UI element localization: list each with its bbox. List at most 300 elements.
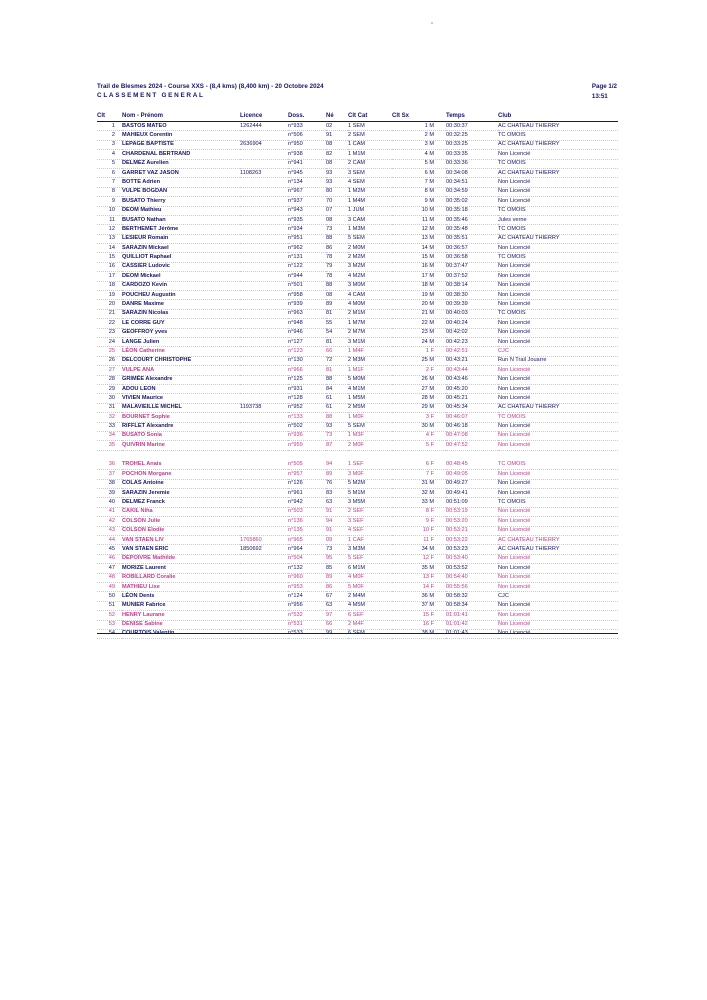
- row-gender-rank: 5 M: [392, 159, 446, 168]
- row-licence: [240, 441, 288, 450]
- row-rank: 19: [97, 291, 122, 300]
- column-header-club: Club: [498, 113, 618, 122]
- table-row: [97, 337, 618, 346]
- table-row: [97, 234, 618, 243]
- row-birthyear: 79: [326, 262, 348, 271]
- row-gender-rank: 27 M: [392, 384, 446, 393]
- row-gender-rank: 23 M: [392, 328, 446, 337]
- table-row: [97, 554, 618, 563]
- row-time: 00:47:08: [446, 431, 498, 440]
- print-time: 13:51: [591, 93, 608, 100]
- column-header-clt-cat: Clt Cat: [348, 113, 392, 122]
- row-gender-rank: 11 M: [392, 215, 446, 224]
- table-row: [97, 629, 618, 638]
- row-gender-rank: 6 F: [392, 461, 446, 470]
- table-row: [97, 601, 618, 610]
- row-rank: 37: [97, 470, 122, 479]
- row-gender-rank: 21 M: [392, 309, 446, 318]
- row-gender-rank: 15 M: [392, 253, 446, 262]
- row-gender-rank: 16 F: [392, 620, 446, 629]
- row-bib: n°943: [288, 206, 326, 215]
- row-rank: 6: [97, 168, 122, 177]
- row-name: TROHEL Anais: [122, 461, 240, 470]
- row-birthyear: 81: [326, 337, 348, 346]
- row-category-rank: 2 M4M: [348, 592, 392, 601]
- row-name: CAKIL Niha: [122, 507, 240, 516]
- row-name: SARAZIN Nicolas: [122, 309, 240, 318]
- row-gender-rank: 13 M: [392, 234, 446, 243]
- row-club: Non Licencié: [498, 431, 618, 440]
- row-time: 00:48:45: [446, 461, 498, 470]
- results-table: [97, 113, 618, 639]
- row-rank: 36: [97, 461, 122, 470]
- row-rank: 3: [97, 140, 122, 149]
- row-rank: 42: [97, 517, 122, 526]
- row-birthyear: 94: [326, 517, 348, 526]
- row-birthyear: 63: [326, 601, 348, 610]
- table-row: [97, 347, 618, 356]
- row-rank: 23: [97, 328, 122, 337]
- row-birthyear: 95: [326, 554, 348, 563]
- row-name: CASSIER Ludovic: [122, 262, 240, 271]
- results-body: [97, 122, 618, 639]
- row-birthyear: 99: [326, 629, 348, 638]
- row-time: 00:38:30: [446, 291, 498, 300]
- row-name: COURTOIS Valentin: [122, 629, 240, 638]
- row-name: VULPE ANA: [122, 366, 240, 375]
- row-bib: n°948: [288, 319, 326, 328]
- row-category-rank: 3 M1M: [348, 337, 392, 346]
- row-rank: 1: [97, 122, 122, 131]
- row-rank: 14: [97, 244, 122, 253]
- row-gender-rank: 18 M: [392, 281, 446, 290]
- row-bib: n°131: [288, 253, 326, 262]
- table-row: [97, 281, 618, 290]
- row-club: Non Licencié: [498, 384, 618, 393]
- row-category-rank: 2 M0F: [348, 441, 392, 450]
- row-licence: [240, 244, 288, 253]
- row-birthyear: 86: [326, 582, 348, 591]
- row-licence: [240, 507, 288, 516]
- row-licence: [240, 498, 288, 507]
- document-header: [97, 82, 617, 102]
- row-rank: 27: [97, 366, 122, 375]
- row-time: 00:34:59: [446, 187, 498, 196]
- row-club: TC OMOIS: [498, 225, 618, 234]
- row-name: CHARDENAL BERTRAND: [122, 150, 240, 159]
- row-club: Non Licencié: [498, 470, 618, 479]
- row-rank: 30: [97, 394, 122, 403]
- row-rank: 35: [97, 441, 122, 450]
- column-header-licence: Licence: [240, 113, 288, 122]
- row-name: ADOU LEON: [122, 384, 240, 393]
- row-club: Non Licencié: [498, 291, 618, 300]
- row-licence: 1108263: [240, 168, 288, 177]
- row-birthyear: 67: [326, 592, 348, 601]
- row-licence: [240, 554, 288, 563]
- row-gender-rank: 8 M: [392, 187, 446, 196]
- row-name: BOTTE Adrien: [122, 178, 240, 187]
- row-time: 00:43:46: [446, 375, 498, 384]
- row-gender-rank: 33 M: [392, 498, 446, 507]
- row-licence: [240, 592, 288, 601]
- row-bib: n°956: [288, 601, 326, 610]
- row-category-rank: 5 M1M: [348, 489, 392, 498]
- row-club: TC OMOIS: [498, 159, 618, 168]
- row-gender-rank: 4 F: [392, 431, 446, 440]
- row-club: Non Licencié: [498, 150, 618, 159]
- row-licence: [240, 573, 288, 582]
- row-rank: 54: [97, 629, 122, 638]
- row-birthyear: 93: [326, 178, 348, 187]
- row-time: 00:35:02: [446, 197, 498, 206]
- row-gender-rank: 7 F: [392, 470, 446, 479]
- row-rank: 5: [97, 159, 122, 168]
- row-club: Non Licencié: [498, 526, 618, 535]
- page-mark: [431, 22, 433, 24]
- row-gender-rank: 8 F: [392, 507, 446, 516]
- row-name: LE CORRE GUY: [122, 319, 240, 328]
- row-bib: n°125: [288, 375, 326, 384]
- row-time: 00:33:35: [446, 150, 498, 159]
- row-category-rank: 2 M2M: [348, 253, 392, 262]
- row-licence: 2636904: [240, 140, 288, 149]
- row-birthyear: 73: [326, 431, 348, 440]
- row-licence: [240, 601, 288, 610]
- row-time: 01:01:42: [446, 620, 498, 629]
- row-birthyear: 08: [326, 291, 348, 300]
- row-time: 00:42:02: [446, 328, 498, 337]
- row-gender-rank: 4 M: [392, 150, 446, 159]
- row-bib: n°134: [288, 178, 326, 187]
- row-bib: n°504: [288, 554, 326, 563]
- row-category-rank: 2 SEM: [348, 131, 392, 140]
- row-licence: [240, 479, 288, 488]
- table-row: [97, 461, 618, 470]
- row-rank: 53: [97, 620, 122, 629]
- row-time: 00:35:48: [446, 225, 498, 234]
- row-name: POCHON Morgane: [122, 470, 240, 479]
- row-time: 00:49:27: [446, 479, 498, 488]
- row-name: HENRY Laurane: [122, 611, 240, 620]
- row-time: 00:42:23: [446, 337, 498, 346]
- column-header-clt: Clt: [97, 113, 122, 122]
- row-bib: n°964: [288, 545, 326, 554]
- row-rank: 7: [97, 178, 122, 187]
- row-name: LÉON Denis: [122, 592, 240, 601]
- row-licence: [240, 291, 288, 300]
- row-licence: [240, 328, 288, 337]
- row-bib: n°531: [288, 620, 326, 629]
- row-gender-rank: 38 M: [392, 629, 446, 638]
- row-category-rank: 4 M0F: [348, 573, 392, 582]
- row-gender-rank: 3 F: [392, 413, 446, 422]
- row-time: 00:58:32: [446, 592, 498, 601]
- row-licence: [240, 187, 288, 196]
- row-gender-rank: 14 M: [392, 244, 446, 253]
- row-birthyear: 86: [326, 244, 348, 253]
- row-bib: n°951: [288, 234, 326, 243]
- row-time: 00:46:18: [446, 422, 498, 431]
- row-rank: 51: [97, 601, 122, 610]
- row-time: 00:35:51: [446, 234, 498, 243]
- row-bib: n°124: [288, 592, 326, 601]
- row-licence: [240, 197, 288, 206]
- row-category-rank: 2 M3M: [348, 356, 392, 365]
- event-title: Trail de Blesmes 2024 - Course XXS - (8,4 kms) (8,400 km) - 20 Octobre 2024: [97, 83, 324, 90]
- row-birthyear: 85: [326, 564, 348, 573]
- row-category-rank: 2 M1M: [348, 309, 392, 318]
- row-time: 00:53:40: [446, 554, 498, 563]
- column-header-doss: Doss.: [288, 113, 326, 122]
- row-name: GEOFFROY yves: [122, 328, 240, 337]
- row-licence: [240, 347, 288, 356]
- row-gender-rank: 12 F: [392, 554, 446, 563]
- row-rank: 49: [97, 582, 122, 591]
- row-birthyear: 87: [326, 441, 348, 450]
- row-licence: [240, 526, 288, 535]
- row-gender-rank: 10 M: [392, 206, 446, 215]
- row-name: BUSATO Thierry: [122, 197, 240, 206]
- row-bib: n°958: [288, 291, 326, 300]
- row-club: Non Licencié: [498, 441, 618, 450]
- table-row: [97, 564, 618, 573]
- row-category-rank: 5 M2M: [348, 479, 392, 488]
- row-time: 00:53:23: [446, 545, 498, 554]
- row-licence: [240, 470, 288, 479]
- row-licence: [240, 262, 288, 271]
- row-name: LANGE Julien: [122, 337, 240, 346]
- row-birthyear: 08: [326, 140, 348, 149]
- row-licence: [240, 620, 288, 629]
- table-row: [97, 319, 618, 328]
- table-row: [97, 272, 618, 281]
- row-rank: 26: [97, 356, 122, 365]
- table-row: [97, 178, 618, 187]
- row-time: 00:36:58: [446, 253, 498, 262]
- table-row: [97, 187, 618, 196]
- row-club: Non Licencié: [498, 319, 618, 328]
- row-birthyear: 70: [326, 197, 348, 206]
- row-rank: 9: [97, 197, 122, 206]
- row-category-rank: 2 SEF: [348, 507, 392, 516]
- table-row: [97, 328, 618, 337]
- row-category-rank: 5 M0M: [348, 375, 392, 384]
- row-birthyear: 73: [326, 545, 348, 554]
- row-licence: [240, 206, 288, 215]
- row-licence: [240, 582, 288, 591]
- row-bib: n°128: [288, 394, 326, 403]
- row-rank: 33: [97, 422, 122, 431]
- row-time: 00:33:25: [446, 140, 498, 149]
- row-name: ROBILLARD Coralie: [122, 573, 240, 582]
- row-club: TC OMOIS: [498, 498, 618, 507]
- row-bib: n°937: [288, 197, 326, 206]
- row-rank: 4: [97, 150, 122, 159]
- row-rank: 24: [97, 337, 122, 346]
- row-licence: [240, 319, 288, 328]
- row-gender-rank: 5 F: [392, 441, 446, 450]
- column-header-temps: Temps: [446, 113, 498, 122]
- row-rank: 15: [97, 253, 122, 262]
- row-birthyear: 72: [326, 356, 348, 365]
- row-gender-rank: 6 M: [392, 168, 446, 177]
- row-category-rank: 1 M7M: [348, 319, 392, 328]
- row-name: SARAZIN Mickael: [122, 244, 240, 253]
- table-row: [97, 150, 618, 159]
- row-name: MALAVIEILLE MICHEL: [122, 403, 240, 412]
- table-row: [97, 526, 618, 535]
- row-gender-rank: 31 M: [392, 479, 446, 488]
- row-gender-rank: 1 F: [392, 347, 446, 356]
- row-category-rank: 5 M0F: [348, 582, 392, 591]
- table-row: [97, 225, 618, 234]
- row-rank: 45: [97, 545, 122, 554]
- page-number: Page 1/2: [591, 83, 617, 90]
- row-rank: 47: [97, 564, 122, 573]
- row-gender-rank: 9 F: [392, 517, 446, 526]
- row-birthyear: 88: [326, 234, 348, 243]
- row-bib: n°944: [288, 272, 326, 281]
- row-time: 00:40:24: [446, 319, 498, 328]
- row-licence: [240, 150, 288, 159]
- row-category-rank: 3 M2M: [348, 262, 392, 271]
- row-bib: n°132: [288, 564, 326, 573]
- row-rank: 43: [97, 526, 122, 535]
- row-time: 01:01:43: [446, 629, 498, 638]
- row-licence: [240, 422, 288, 431]
- table-row: [97, 253, 618, 262]
- row-bib: n°938: [288, 150, 326, 159]
- row-bib: n°953: [288, 582, 326, 591]
- row-gender-rank: 26 M: [392, 375, 446, 384]
- row-bib: n°963: [288, 309, 326, 318]
- row-category-rank: 1 M1F: [348, 366, 392, 375]
- row-category-rank: 3 M3M: [348, 545, 392, 554]
- row-category-rank: 4 M1M: [348, 384, 392, 393]
- separator-cell: [97, 450, 618, 461]
- row-rank: 39: [97, 489, 122, 498]
- table-row: [97, 545, 618, 554]
- row-name: DEOM Mickael: [122, 272, 240, 281]
- row-time: 00:49:41: [446, 489, 498, 498]
- row-club: TC OMOIS: [498, 253, 618, 262]
- row-rank: 25: [97, 347, 122, 356]
- row-category-rank: 4 SEF: [348, 526, 392, 535]
- row-licence: [240, 300, 288, 309]
- table-row: [97, 535, 618, 544]
- row-bib: n°941: [288, 159, 326, 168]
- row-name: VAN STAEN ERIC: [122, 545, 240, 554]
- row-time: 00:42:51: [446, 347, 498, 356]
- row-bib: n°933: [288, 122, 326, 131]
- row-gender-rank: 22 M: [392, 319, 446, 328]
- table-row: [97, 375, 618, 384]
- table-bottom-rule: [97, 633, 618, 634]
- row-name: POUCHEU Augustin: [122, 291, 240, 300]
- row-gender-rank: 2 M: [392, 131, 446, 140]
- row-name: DELCOURT CHRISTOPHE: [122, 356, 240, 365]
- row-time: 00:37:47: [446, 262, 498, 271]
- row-name: COLSON Elodie: [122, 526, 240, 535]
- row-category-rank: 2 M0M: [348, 244, 392, 253]
- table-row: [97, 441, 618, 450]
- row-name: COLAS Antoine: [122, 479, 240, 488]
- row-licence: 1850692: [240, 545, 288, 554]
- row-category-rank: 5 SEM: [348, 234, 392, 243]
- row-licence: [240, 375, 288, 384]
- row-name: BUSATO Nathan: [122, 215, 240, 224]
- row-bib: n°503: [288, 507, 326, 516]
- row-birthyear: 89: [326, 470, 348, 479]
- row-gender-rank: 36 M: [392, 592, 446, 601]
- row-time: 00:46:07: [446, 413, 498, 422]
- row-rank: 44: [97, 535, 122, 544]
- table-row: [97, 197, 618, 206]
- row-category-rank: 1 M3M: [348, 225, 392, 234]
- row-gender-rank: 7 M: [392, 178, 446, 187]
- row-club: AC CHATEAU THIERRY: [498, 122, 618, 131]
- table-row: [97, 582, 618, 591]
- row-category-rank: 3 M5M: [348, 498, 392, 507]
- row-category-rank: 1 M4M: [348, 197, 392, 206]
- row-bib: n°966: [288, 366, 326, 375]
- table-row: [97, 122, 618, 131]
- row-licence: [240, 413, 288, 422]
- row-rank: 2: [97, 131, 122, 140]
- table-row: [97, 431, 618, 440]
- row-category-rank: 1 M3F: [348, 431, 392, 440]
- row-birthyear: 08: [326, 159, 348, 168]
- row-rank: 21: [97, 309, 122, 318]
- row-club: Non Licencié: [498, 337, 618, 346]
- row-club: Jules verne: [498, 215, 618, 224]
- row-gender-rank: 20 M: [392, 300, 446, 309]
- row-gender-rank: 25 M: [392, 356, 446, 365]
- column-header-nom: Nom - Prénom: [122, 113, 240, 122]
- row-birthyear: 78: [326, 253, 348, 262]
- row-category-rank: 2 M5M: [348, 403, 392, 412]
- row-club: Non Licencié: [498, 281, 618, 290]
- row-club: TC OMOIS: [498, 206, 618, 215]
- row-club: AC CHATEAU THIERRY: [498, 545, 618, 554]
- row-licence: [240, 394, 288, 403]
- row-club: CJC: [498, 592, 618, 601]
- row-club: Non Licencié: [498, 272, 618, 281]
- row-club: Non Licencié: [498, 564, 618, 573]
- row-club: Non Licencié: [498, 629, 618, 638]
- row-time: 00:40:03: [446, 309, 498, 318]
- table-row: [97, 620, 618, 629]
- row-time: 01:01:41: [446, 611, 498, 620]
- row-category-rank: 1 JUM: [348, 206, 392, 215]
- row-gender-rank: 19 M: [392, 291, 446, 300]
- row-birthyear: 02: [326, 122, 348, 131]
- row-name: GARRET VAZ JASON: [122, 168, 240, 177]
- row-club: AC CHATEAU THIERRY: [498, 234, 618, 243]
- row-gender-rank: 3 M: [392, 140, 446, 149]
- row-time: 00:53:19: [446, 507, 498, 516]
- row-rank: 10: [97, 206, 122, 215]
- row-club: AC CHATEAU THIERRY: [498, 140, 618, 149]
- row-name: DELMEZ Franck: [122, 498, 240, 507]
- row-time: 00:45:34: [446, 403, 498, 412]
- table-header-row: [97, 113, 618, 122]
- column-header-clt-sx: Clt Sx: [392, 113, 446, 122]
- row-rank: 34: [97, 431, 122, 440]
- row-gender-rank: 12 M: [392, 225, 446, 234]
- table-row: [97, 140, 618, 149]
